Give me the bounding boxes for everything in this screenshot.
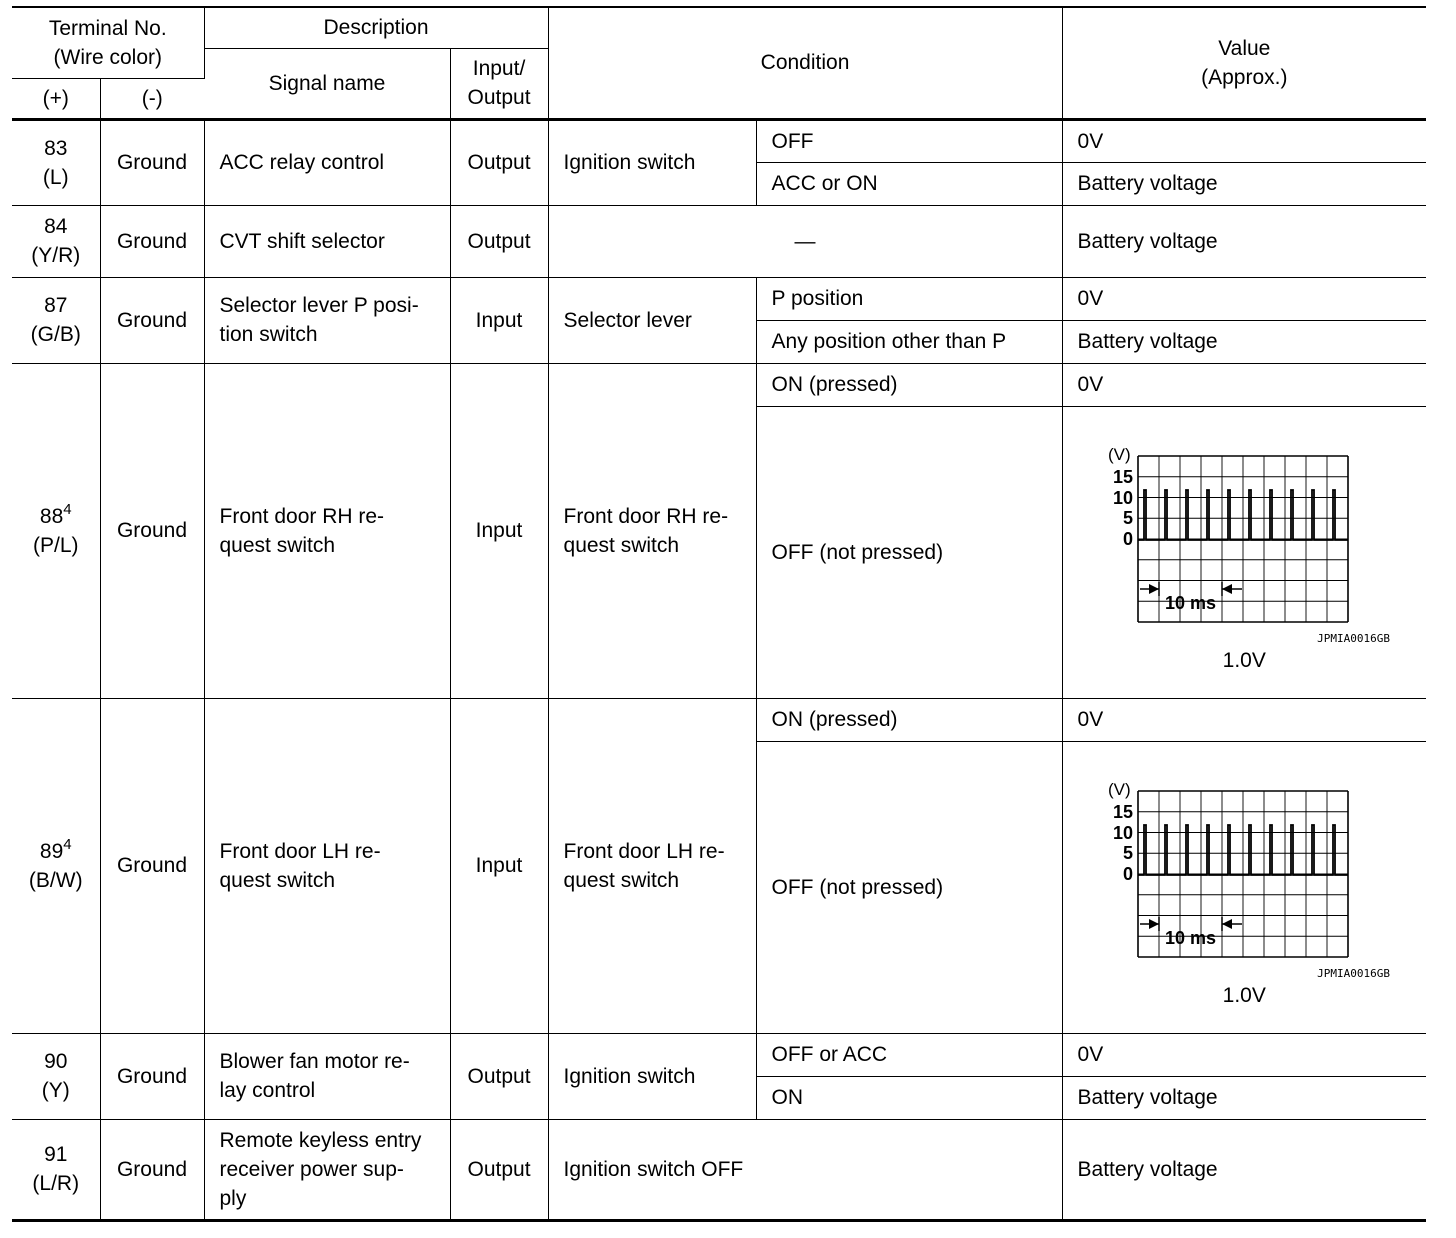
- value-cell: 1.0V: [1222, 648, 1266, 672]
- signal-name: [204, 698, 450, 1033]
- value-cell: 0V: [1062, 277, 1426, 320]
- terminal-cell: [12, 363, 100, 698]
- condition-header: Condition: [548, 7, 1062, 119]
- y-tick-label: 15: [1113, 801, 1134, 822]
- condition-cell: Ignition switch: [548, 119, 756, 205]
- signal-name: [204, 277, 450, 363]
- condition-cell: —: [548, 205, 1062, 277]
- y-tick-label: 5: [1123, 842, 1134, 863]
- io-cell: Output: [450, 1119, 548, 1220]
- oscilloscope-graph: [1094, 765, 1394, 979]
- signal-name: [204, 1033, 450, 1119]
- signal-name-header: Signal name: [204, 48, 450, 119]
- description-header: Description: [204, 7, 548, 48]
- y-tick-label: 15: [1113, 466, 1134, 487]
- state-cell: OFF or ACC: [756, 1033, 1062, 1076]
- y-tick-label: 0: [1123, 863, 1134, 884]
- table-row-83: [12, 119, 1426, 162]
- io-cell: Output: [450, 1033, 548, 1119]
- y-tick-label: 10: [1113, 487, 1134, 508]
- terminal-no-label: Terminal No.: [48, 16, 167, 40]
- arrow-head: [1149, 919, 1159, 929]
- arrow-head: [1149, 584, 1159, 594]
- wire-color: (P/L): [32, 533, 79, 557]
- io-cell: Output: [450, 119, 548, 205]
- value-cell: Battery voltage: [1062, 320, 1426, 363]
- terminal-spec-sheet: [12, 6, 1426, 1222]
- wire-color: (B/W): [28, 868, 83, 892]
- output-label: Output: [467, 86, 531, 109]
- value-cell: 0V: [1062, 1033, 1426, 1076]
- state-cell: ON (pressed): [756, 698, 1062, 741]
- value-cell: Battery voltage: [1062, 1119, 1426, 1220]
- terminal-number: 83: [44, 136, 68, 160]
- value-cell: Battery voltage: [1062, 1076, 1426, 1119]
- state-cell: ON: [756, 1076, 1062, 1119]
- ground-cell: Ground: [100, 363, 204, 698]
- ground-cell: Ground: [100, 1119, 204, 1220]
- signal-line: receiver power sup-: [219, 1157, 404, 1181]
- ground-cell: Ground: [100, 698, 204, 1033]
- signal-line: Remote keyless entry: [219, 1128, 422, 1152]
- y-tick-label: 10: [1113, 822, 1134, 843]
- figure-reference-code: JPMIA0016GB: [1317, 966, 1391, 979]
- wire-color: (Y): [41, 1079, 70, 1102]
- condition-cell: Ignition switch: [548, 1033, 756, 1119]
- signal-name: CVT shift selector: [204, 205, 450, 277]
- approx-label: (Approx.): [1201, 65, 1288, 89]
- header-row-1: [12, 7, 1426, 48]
- wire-color: (L): [42, 165, 69, 189]
- terminal-number: 88: [39, 504, 64, 528]
- ground-cell: Ground: [100, 277, 204, 363]
- axis-unit-label: (V): [1108, 444, 1131, 464]
- value-cell: 1.0V: [1222, 983, 1266, 1007]
- signal-line: quest switch: [219, 868, 336, 892]
- signal-line: Front door LH re-: [219, 839, 381, 863]
- value-cell: 0V: [1062, 119, 1426, 162]
- waveform-cell: [1062, 406, 1426, 698]
- axis-unit-label: (V): [1108, 779, 1131, 799]
- footnote-mark: 4: [63, 500, 72, 518]
- terminal-number: 91: [44, 1143, 68, 1166]
- state-cell: ACC or ON: [756, 162, 1062, 205]
- state-cell: OFF (not pressed): [756, 406, 1062, 698]
- value-cell: 0V: [1062, 363, 1426, 406]
- terminal-cell: [12, 205, 100, 277]
- value-label: Value: [1218, 36, 1271, 60]
- input-label: Input/: [472, 57, 526, 80]
- signal-line: Blower fan motor re-: [219, 1050, 410, 1073]
- io-cell: Output: [450, 205, 548, 277]
- signal-line: Selector lever P posi-: [219, 294, 419, 317]
- ground-cell: Ground: [100, 205, 204, 277]
- terminal-cell: [12, 1033, 100, 1119]
- table-row-84: [12, 205, 1426, 277]
- state-cell: Any position other than P: [756, 320, 1062, 363]
- signal-name: [204, 363, 450, 698]
- signal-line: ply: [219, 1186, 247, 1210]
- terminal-cell: [12, 1119, 100, 1220]
- terminal-table: [12, 6, 1426, 1222]
- table-row-87: [12, 277, 1426, 320]
- ground-cell: Ground: [100, 119, 204, 205]
- value-cell: Battery voltage: [1062, 162, 1426, 205]
- condition-line: Front door RH re-: [563, 504, 729, 528]
- terminal-cell: [12, 119, 100, 205]
- signal-line: lay control: [219, 1079, 316, 1102]
- condition-cell: Ignition switch OFF: [548, 1119, 1062, 1220]
- condition-line: quest switch: [563, 868, 680, 892]
- figure-reference-code: JPMIA0016GB: [1317, 631, 1391, 644]
- time-scale-label: 10 ms: [1165, 927, 1217, 948]
- state-cell: OFF: [756, 119, 1062, 162]
- terminal-number: 90: [44, 1050, 68, 1073]
- terminal-number: 87: [44, 294, 68, 317]
- table-row-89: [12, 698, 1426, 741]
- waveform-figure: [1094, 765, 1394, 1010]
- table-row-90: [12, 1033, 1426, 1076]
- table-row-88: [12, 363, 1426, 406]
- signal-line: quest switch: [219, 533, 336, 557]
- value-cell: Battery voltage: [1062, 205, 1426, 277]
- arrow-head: [1222, 919, 1232, 929]
- wire-color: (L/R): [32, 1172, 80, 1195]
- arrow-head: [1222, 584, 1232, 594]
- plus-header: (+): [12, 78, 100, 119]
- state-cell: ON (pressed): [756, 363, 1062, 406]
- condition-cell: [548, 363, 756, 698]
- table-row-91: [12, 1119, 1426, 1220]
- signal-line: Front door RH re-: [219, 504, 385, 528]
- value-cell: 0V: [1062, 698, 1426, 741]
- io-cell: Input: [450, 363, 548, 698]
- signal-name: [204, 1119, 450, 1220]
- y-tick-label: 0: [1123, 528, 1134, 549]
- footnote-mark: 4: [63, 835, 72, 853]
- ground-cell: Ground: [100, 1033, 204, 1119]
- terminal-number: 89: [39, 839, 64, 863]
- condition-line: quest switch: [563, 533, 680, 557]
- wire-color: (Y/R): [31, 244, 81, 267]
- y-tick-label: 5: [1123, 507, 1134, 528]
- signal-name: ACC relay control: [204, 119, 450, 205]
- waveform-figure: [1094, 430, 1394, 675]
- io-cell: Input: [450, 698, 548, 1033]
- condition-cell: Selector lever: [548, 277, 756, 363]
- terminal-cell: [12, 698, 100, 1033]
- terminal-header: [12, 7, 204, 78]
- condition-line: Front door LH re-: [563, 839, 725, 863]
- state-cell: P position: [756, 277, 1062, 320]
- io-cell: Input: [450, 277, 548, 363]
- time-scale-label: 10 ms: [1165, 592, 1217, 613]
- terminal-cell: [12, 277, 100, 363]
- oscilloscope-graph: [1094, 430, 1394, 644]
- terminal-number: 84: [44, 215, 68, 238]
- value-header: [1062, 7, 1426, 119]
- signal-line: tion switch: [219, 323, 318, 346]
- io-header: [450, 48, 548, 119]
- wire-color-label: (Wire color): [53, 45, 162, 69]
- state-cell: OFF (not pressed): [756, 741, 1062, 1033]
- minus-header: (-): [100, 78, 204, 119]
- wire-color: (G/B): [30, 323, 81, 346]
- condition-cell: [548, 698, 756, 1033]
- waveform-cell: [1062, 741, 1426, 1033]
